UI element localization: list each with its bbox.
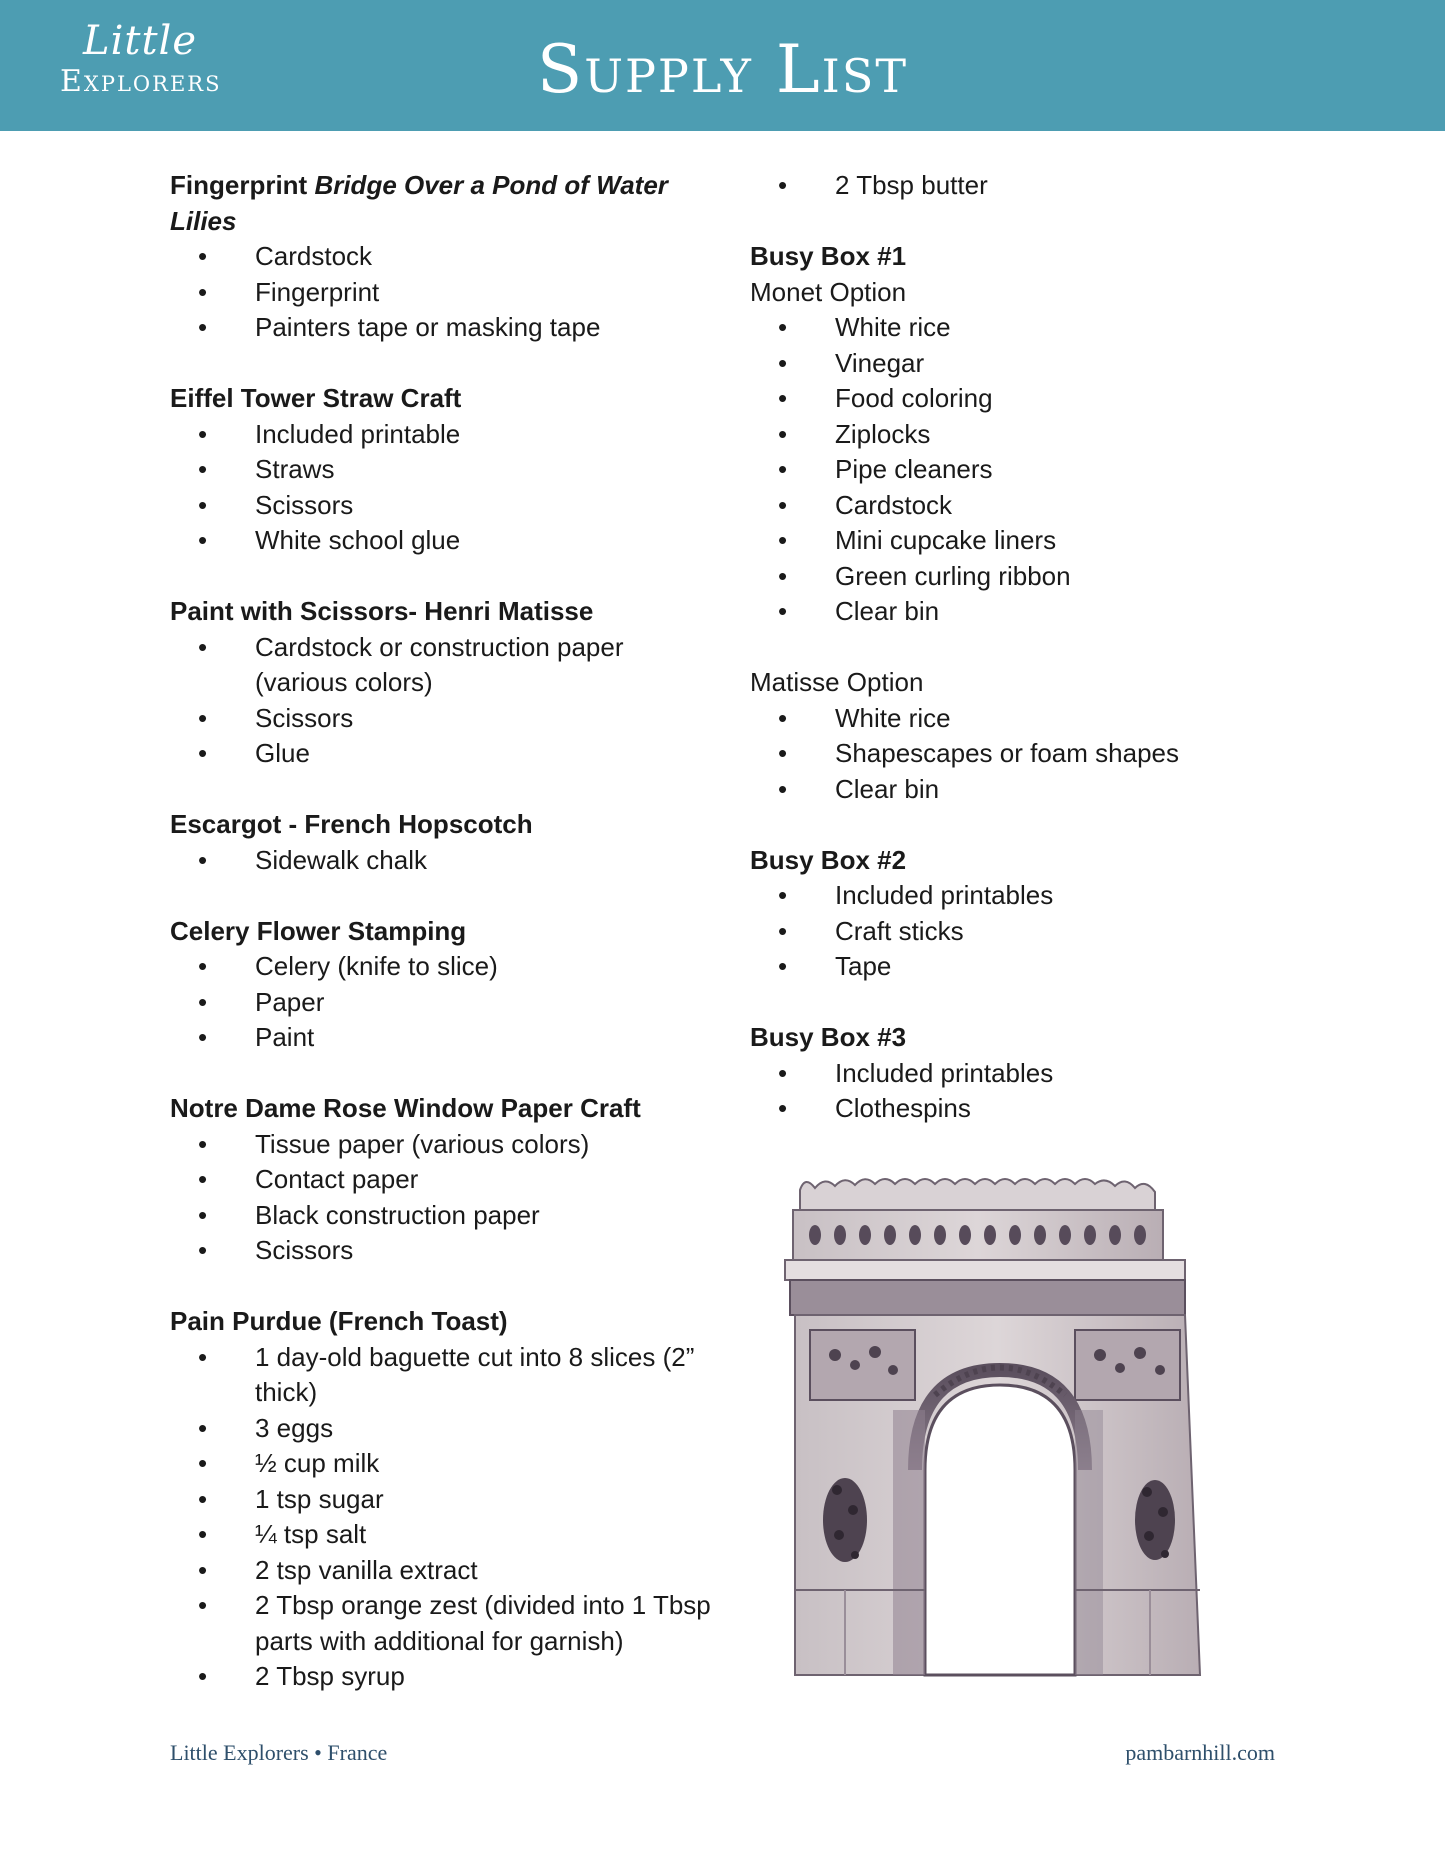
list-item: • Sidewalk chalk	[170, 843, 730, 879]
section-title-italic: Bridge Over a Pond of Water Lilies	[170, 170, 668, 236]
footer-left: Little Explorers • France	[170, 1740, 388, 1765]
list-item: • Paper	[170, 985, 730, 1021]
page-header	[0, 0, 1445, 131]
list-item: • 2 Tbsp butter	[750, 168, 1310, 204]
section-celery-stamping	[170, 914, 730, 1056]
list-item: • Scissors	[170, 701, 730, 737]
list-item: • Cardstock or construction paper (various colors)	[170, 630, 695, 701]
list-item: • Scissors	[170, 488, 730, 524]
supply-list	[170, 1340, 730, 1695]
section-busy-box-1	[750, 239, 1310, 630]
list-item: • Painters tape or masking tape	[170, 310, 730, 346]
supply-list	[750, 878, 1310, 985]
section-eiffel-tower	[170, 381, 730, 559]
supply-list	[170, 1127, 730, 1269]
footer-website[interactable]: pambarnhill.com	[1125, 1740, 1275, 1765]
section-busy-box-2	[750, 843, 1310, 985]
supply-list	[170, 417, 730, 559]
list-item: • Green curling ribbon	[750, 559, 1310, 595]
section-pain-purdue	[170, 1304, 730, 1695]
list-item: • 2 Tbsp syrup	[170, 1659, 730, 1695]
list-item: • Pipe cleaners	[750, 452, 1310, 488]
section-fingerprint-bridge	[170, 168, 730, 346]
section-title-plain: Fingerprint	[170, 170, 315, 200]
list-item: • Included printable	[170, 417, 730, 453]
supply-list	[750, 1056, 1310, 1127]
list-item: • 3 eggs	[170, 1411, 730, 1447]
list-item: • Food coloring	[750, 381, 1310, 417]
section-title: Paint with Scissors- Henri Matisse	[170, 596, 594, 626]
list-item: • 1 day-old baguette cut into 8 slices (2” thick)	[170, 1340, 695, 1411]
list-item: • Shapescapes or foam shapes	[750, 736, 1310, 772]
list-item: • ¼ tsp salt	[170, 1517, 730, 1553]
right-column	[750, 168, 1310, 1162]
supply-list	[170, 630, 730, 772]
supply-list	[750, 701, 1310, 808]
list-item: • Clear bin	[750, 594, 1310, 630]
list-item: • Clothespins	[750, 1091, 1310, 1127]
section-escargot	[170, 807, 730, 878]
section-paint-with-scissors	[170, 594, 730, 772]
list-item: • Tissue paper (various colors)	[170, 1127, 730, 1163]
section-title: Notre Dame Rose Window Paper Craft	[170, 1093, 641, 1123]
list-item: • Mini cupcake liners	[750, 523, 1310, 559]
list-item: • Cardstock	[170, 239, 730, 275]
list-item: • ½ cup milk	[170, 1446, 730, 1482]
list-item: • Cardstock	[750, 488, 1310, 524]
list-item: • Included printables	[750, 878, 1310, 914]
section-notre-dame	[170, 1091, 730, 1269]
page-title: Supply List	[536, 31, 909, 108]
list-item: • Tape	[750, 949, 1310, 985]
list-item: • Celery (knife to slice)	[170, 949, 730, 985]
matisse-option-label: Matisse Option	[750, 667, 924, 697]
list-item: • White rice	[750, 701, 1310, 737]
list-item: • White rice	[750, 310, 1310, 346]
list-item: • Black construction paper	[170, 1198, 730, 1234]
list-item: • 2 tsp vanilla extract	[170, 1553, 730, 1589]
list-item: • White school glue	[170, 523, 730, 559]
section-title: Busy Box #1	[750, 241, 907, 271]
section-title: Eiffel Tower Straw Craft	[170, 383, 462, 413]
section-busy-box-3	[750, 1020, 1310, 1127]
logo-line-2: Explorers	[60, 64, 222, 99]
monet-option-label: Monet Option	[750, 276, 907, 307]
section-title	[170, 168, 730, 239]
list-item: • Clear bin	[750, 772, 1310, 808]
left-column	[170, 168, 730, 1730]
list-item: • Glue	[170, 736, 730, 772]
list-item: • 2 Tbsp orange zest (divided into 1 Tbsp parts with additional for garnish)	[170, 1588, 715, 1659]
list-item: • 1 tsp sugar	[170, 1482, 730, 1518]
logo-line-1: Little	[83, 18, 197, 64]
list-item: • Straws	[170, 452, 730, 488]
list-item: • Ziplocks	[750, 417, 1310, 453]
section-pain-purdue-continued	[750, 168, 1310, 204]
supply-list	[750, 168, 1310, 204]
list-item: • Scissors	[170, 1233, 730, 1269]
arc-de-triomphe-illustration	[775, 1170, 1245, 1685]
list-item: • Contact paper	[170, 1162, 730, 1198]
section-matisse-option	[750, 665, 1310, 807]
list-item: • Craft sticks	[750, 914, 1310, 950]
section-title: Celery Flower Stamping	[170, 915, 467, 946]
supply-list	[170, 843, 730, 879]
list-item: • Paint	[170, 1020, 730, 1056]
section-title: Escargot - French Hopscotch	[170, 809, 533, 839]
supply-list	[170, 949, 730, 1056]
list-item: • Vinegar	[750, 346, 1310, 382]
list-item: • Fingerprint	[170, 275, 730, 311]
section-title: Pain Purdue (French Toast)	[170, 1306, 508, 1336]
supply-list	[750, 310, 1310, 630]
section-title: Busy Box #3	[750, 1022, 907, 1052]
supply-list	[170, 239, 730, 346]
section-title: Busy Box #2	[750, 844, 907, 875]
list-item: • Included printables	[750, 1056, 1310, 1092]
